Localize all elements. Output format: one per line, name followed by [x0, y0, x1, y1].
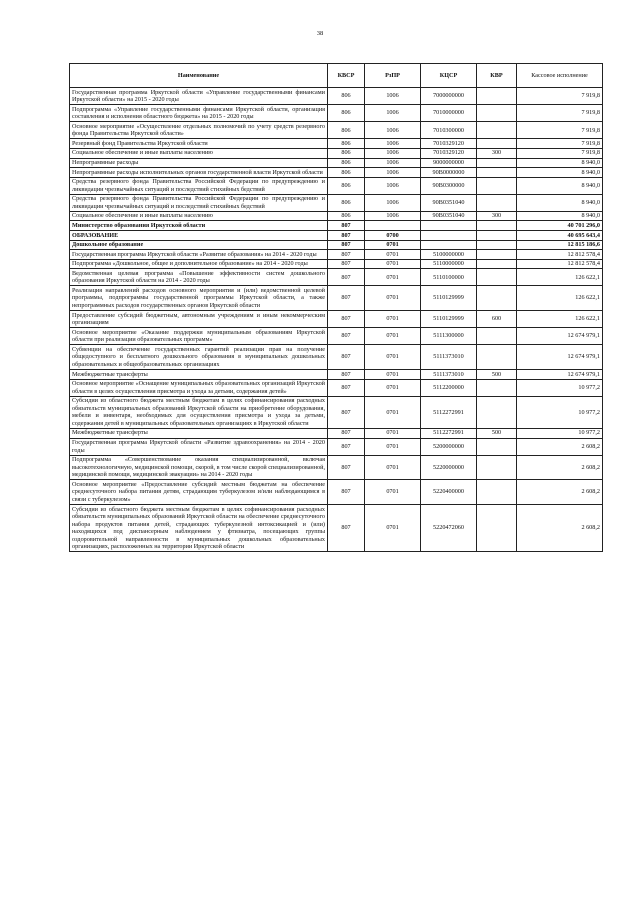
cell-kvsr: 807: [328, 396, 365, 428]
table-row: [70, 139, 603, 149]
cell-kvsr: 807: [328, 480, 365, 505]
table-row: [70, 105, 603, 122]
cell-kvr: 300: [477, 211, 517, 221]
cell-name: Социальное обеспечение и иные выплаты населению: [70, 211, 328, 221]
cell-cash-execution: 7 919,8: [517, 88, 603, 105]
cell-cash-execution: 8 940,0: [517, 158, 603, 168]
cell-kcsr: 90В0000000: [421, 168, 477, 178]
cell-kvr: [477, 240, 517, 250]
cell-kvr: [477, 139, 517, 149]
cell-cash-execution: 12 674 979,1: [517, 328, 603, 345]
table-row: [70, 286, 603, 311]
table-row: [70, 396, 603, 428]
table-row: [70, 428, 603, 438]
cell-name: Министерство образования Иркутской области: [70, 221, 328, 231]
table-row: [70, 480, 603, 505]
cell-kvsr: 806: [328, 158, 365, 168]
cell-cash-execution: 12 674 979,1: [517, 345, 603, 370]
cell-name: Основное мероприятие «Предоставление субсидий местным бюджетам на обеспечение среднесуточного набора питания детям, страдающим туберкулезом и/или наблюдающимся в связи с туберкулезом»: [70, 480, 328, 505]
cell-rzpr: 1006: [365, 148, 421, 158]
cell-rzpr: 1006: [365, 168, 421, 178]
table-row: [70, 311, 603, 328]
cell-kvr: [477, 221, 517, 231]
cell-kcsr: 9000000000: [421, 158, 477, 168]
table-row: [70, 231, 603, 241]
cell-kvsr: 806: [328, 148, 365, 158]
cell-kcsr: 90В0300000: [421, 177, 477, 194]
cell-rzpr: 0701: [365, 396, 421, 428]
cell-name: Субсидии из областного бюджета местным бюджетам в целях софинансирования расходных обязательств муниципальных образований Иркутской области на приобретение оборудования, мебели и инвентаря, необходимых для осуществления присмотра и ухода за детьми, содержания детей в муниципальных образовательных организациях в Иркутской области: [70, 396, 328, 428]
cell-rzpr: 0701: [365, 345, 421, 370]
cell-rzpr: 1006: [365, 211, 421, 221]
header-kcsr: КЦСР: [421, 64, 477, 88]
cell-rzpr: 1006: [365, 105, 421, 122]
cell-kcsr: [421, 231, 477, 241]
cell-rzpr: 0701: [365, 428, 421, 438]
cell-kvr: [477, 194, 517, 211]
table-row: [70, 194, 603, 211]
cell-kcsr: 7010329120: [421, 148, 477, 158]
cell-kvr: [477, 177, 517, 194]
cell-kvsr: 807: [328, 370, 365, 380]
cell-kvsr: 806: [328, 122, 365, 139]
table-row: [70, 168, 603, 178]
cell-kcsr: 5100000000: [421, 250, 477, 260]
cell-rzpr: 1006: [365, 139, 421, 149]
table-row: [70, 328, 603, 345]
cell-cash-execution: 10 977,2: [517, 396, 603, 428]
table-row: [70, 345, 603, 370]
cell-rzpr: 0701: [365, 259, 421, 269]
cell-kvr: [477, 480, 517, 505]
cell-cash-execution: 7 919,8: [517, 139, 603, 149]
cell-kvr: [477, 269, 517, 286]
cell-name: Средства резервного фонда Правительства Российской Федерации по предупреждению и ликвидации чрезвычайных ситуаций и последствий стихийных бедствий: [70, 194, 328, 211]
cell-cash-execution: 126 622,1: [517, 311, 603, 328]
cell-cash-execution: 7 919,8: [517, 105, 603, 122]
cell-kvsr: 807: [328, 259, 365, 269]
cell-kcsr: 90В0351040: [421, 194, 477, 211]
cell-kvr: [477, 455, 517, 480]
cell-cash-execution: 40 695 643,4: [517, 231, 603, 241]
cell-kcsr: 7000000000: [421, 88, 477, 105]
cell-kvr: [477, 88, 517, 105]
cell-kcsr: 5112272991: [421, 396, 477, 428]
cell-name: Средства резервного фонда Правительства Российской Федерации по предупреждению и ликвидации чрезвычайных ситуаций и последствий стихийных бедствий: [70, 177, 328, 194]
table-row: [70, 438, 603, 455]
cell-cash-execution: 10 977,2: [517, 379, 603, 396]
table-row: [70, 455, 603, 480]
cell-kvr: [477, 158, 517, 168]
cell-kvsr: 807: [328, 328, 365, 345]
cell-cash-execution: 7 919,8: [517, 148, 603, 158]
cell-name: Реализация направлений расходов основного мероприятия и (или) ведомственной целевой программы, подпрограммы государственной программы Иркутской области, а также непрограммных расходов государственных органов Иркутской области: [70, 286, 328, 311]
header-cash-execution: Кассовое исполнение: [517, 64, 603, 88]
cell-cash-execution: 8 940,0: [517, 168, 603, 178]
cell-kvr: [477, 250, 517, 260]
cell-name: Основное мероприятие «Оказание поддержки муниципальным образованиям Иркутской области при реализации образовательных программ»: [70, 328, 328, 345]
cell-cash-execution: 2 608,2: [517, 505, 603, 552]
cell-cash-execution: 8 940,0: [517, 211, 603, 221]
cell-cash-execution: 40 701 296,0: [517, 221, 603, 231]
cell-rzpr: 0701: [365, 311, 421, 328]
cell-cash-execution: 12 674 979,1: [517, 370, 603, 380]
cell-name: Межбюджетные трансферты: [70, 428, 328, 438]
table-row: [70, 177, 603, 194]
table-row: [70, 379, 603, 396]
cell-name: Непрограммные расходы исполнительных органов государственной власти Иркутской области: [70, 168, 328, 178]
cell-kvsr: 807: [328, 231, 365, 241]
cell-kcsr: 5112272991: [421, 428, 477, 438]
cell-rzpr: 0701: [365, 438, 421, 455]
table-row: [70, 259, 603, 269]
cell-kvsr: 806: [328, 177, 365, 194]
cell-name: Субвенции на обеспечение государственных гарантий реализации прав на получение общедоступного и бесплатного дошкольного образования в муниципальных дошкольных образовательных и общеобразовательных организациях: [70, 345, 328, 370]
table-row: [70, 250, 603, 260]
table-row: [70, 221, 603, 231]
cell-rzpr: [365, 221, 421, 231]
cell-name: Резервный фонд Правительства Иркутской области: [70, 139, 328, 149]
cell-name: Дошкольное образование: [70, 240, 328, 250]
header-kvr: КВР: [477, 64, 517, 88]
cell-name: ОБРАЗОВАНИЕ: [70, 231, 328, 241]
cell-kvsr: 806: [328, 105, 365, 122]
cell-rzpr: 0701: [365, 250, 421, 260]
cell-cash-execution: 8 940,0: [517, 194, 603, 211]
header-rzpr: РзПР: [365, 64, 421, 88]
table-row: [70, 370, 603, 380]
cell-kvsr: 806: [328, 211, 365, 221]
table-row: [70, 88, 603, 105]
cell-kvsr: 807: [328, 438, 365, 455]
cell-cash-execution: 12 815 186,6: [517, 240, 603, 250]
cell-kvsr: 807: [328, 311, 365, 328]
cell-kcsr: 5111373010: [421, 370, 477, 380]
cell-kvr: [477, 328, 517, 345]
cell-cash-execution: 10 977,2: [517, 428, 603, 438]
cell-kvr: [477, 105, 517, 122]
table-row: [70, 158, 603, 168]
cell-cash-execution: 12 812 578,4: [517, 259, 603, 269]
cell-kvsr: 807: [328, 379, 365, 396]
budget-execution-table: [69, 63, 603, 552]
cell-rzpr: 0701: [365, 455, 421, 480]
cell-rzpr: 1006: [365, 177, 421, 194]
cell-kvsr: 806: [328, 139, 365, 149]
cell-kcsr: 90В0351040: [421, 211, 477, 221]
table-row: [70, 269, 603, 286]
cell-kvsr: 806: [328, 88, 365, 105]
cell-cash-execution: 2 608,2: [517, 438, 603, 455]
cell-kcsr: 7010000000: [421, 105, 477, 122]
cell-kvr: [477, 396, 517, 428]
cell-cash-execution: 7 919,8: [517, 122, 603, 139]
cell-kvr: 500: [477, 370, 517, 380]
cell-kvr: [477, 438, 517, 455]
header-name: Наименование: [70, 64, 328, 88]
cell-kvr: [477, 122, 517, 139]
cell-name: Субсидии из областного бюджета местным бюджетам в целях софинансирования расходных обязательств муниципальных образований Иркутской области на обеспечение среднесуточного набора продуктов питания детей, страдающих туберкулезной интоксикацией и (или) находящихся под диспансерным наблюдением у фтизиатра, посещающих группы оздоровительной направленности в муниципальных дошкольных образовательных организациях, расположенных на территории Иркутской области: [70, 505, 328, 552]
cell-name: Подпрограмма «Управление государственными финансами Иркутской области, организация составления и исполнения областного бюджета» на 2015 - 2020 годы: [70, 105, 328, 122]
table-header-row: [70, 64, 603, 88]
cell-kcsr: 7010329120: [421, 139, 477, 149]
cell-cash-execution: 126 622,1: [517, 286, 603, 311]
table-row: [70, 148, 603, 158]
cell-name: Ведомственная целевая программа «Повышение эффективности систем дошкольного образования Иркутской области на 2014 - 2020 годы: [70, 269, 328, 286]
cell-rzpr: 1006: [365, 122, 421, 139]
cell-rzpr: 0701: [365, 286, 421, 311]
cell-name: Предоставление субсидий бюджетным, автономным учреждениям и иным некоммерческим организациям: [70, 311, 328, 328]
cell-kcsr: [421, 221, 477, 231]
cell-kcsr: 5220472060: [421, 505, 477, 552]
cell-kcsr: 5111300000: [421, 328, 477, 345]
cell-kvsr: 807: [328, 269, 365, 286]
cell-kvsr: 807: [328, 221, 365, 231]
table-row: [70, 122, 603, 139]
cell-name: Государственная программа Иркутской области «Развитие здравоохранения» на 2014 - 2020 годы: [70, 438, 328, 455]
cell-kvr: 500: [477, 428, 517, 438]
cell-kcsr: 5110100000: [421, 269, 477, 286]
cell-rzpr: 1006: [365, 194, 421, 211]
cell-cash-execution: 126 622,1: [517, 269, 603, 286]
cell-kvr: 300: [477, 148, 517, 158]
cell-rzpr: 0700: [365, 231, 421, 241]
cell-kvsr: 807: [328, 428, 365, 438]
cell-cash-execution: 2 608,2: [517, 455, 603, 480]
cell-rzpr: 1006: [365, 88, 421, 105]
cell-kcsr: 5220400000: [421, 480, 477, 505]
cell-kvr: [477, 168, 517, 178]
table-row: [70, 211, 603, 221]
page-number: 38: [316, 30, 324, 37]
cell-kvsr: 807: [328, 240, 365, 250]
cell-cash-execution: 8 940,0: [517, 177, 603, 194]
cell-rzpr: 0701: [365, 269, 421, 286]
cell-kcsr: 5111373010: [421, 345, 477, 370]
cell-kvr: [477, 259, 517, 269]
cell-kvsr: 806: [328, 194, 365, 211]
cell-name: Основное мероприятие «Оснащение муниципальных образовательных организаций Иркутской области в целях осуществления присмотра и ухода за детьми, содержания детей»: [70, 379, 328, 396]
cell-name: Подпрограмма «Дошкольное, общее и дополнительное образование» на 2014 - 2020 годы: [70, 259, 328, 269]
cell-cash-execution: 2 608,2: [517, 480, 603, 505]
cell-kcsr: 5110129999: [421, 286, 477, 311]
cell-name: Государственная программа Иркутской области «Развитие образования» на 2014 - 2020 годы: [70, 250, 328, 260]
cell-kvr: [477, 505, 517, 552]
cell-rzpr: 0701: [365, 480, 421, 505]
table-row: [70, 240, 603, 250]
cell-kvsr: 807: [328, 286, 365, 311]
cell-kcsr: 5112200000: [421, 379, 477, 396]
cell-kcsr: [421, 240, 477, 250]
cell-name: Основное мероприятие «Осуществление отдельных полномочий по учету средств резервного фонда Правительства Иркутской области»: [70, 122, 328, 139]
cell-name: Государственная программа Иркутской области «Управление государственными финансами Иркутской области» на 2015 - 2020 годы: [70, 88, 328, 105]
cell-kcsr: 5220000000: [421, 455, 477, 480]
header-kvsr: КВСР: [328, 64, 365, 88]
cell-rzpr: 0701: [365, 505, 421, 552]
cell-rzpr: 0701: [365, 240, 421, 250]
cell-kvr: [477, 231, 517, 241]
table-body: [70, 88, 603, 552]
cell-kvr: [477, 286, 517, 311]
cell-cash-execution: 12 812 578,4: [517, 250, 603, 260]
cell-rzpr: 0701: [365, 328, 421, 345]
cell-kvsr: 807: [328, 250, 365, 260]
cell-rzpr: 1006: [365, 158, 421, 168]
cell-rzpr: 0701: [365, 370, 421, 380]
table-row: [70, 505, 603, 552]
cell-kcsr: 5110129999: [421, 311, 477, 328]
cell-kcsr: 7010300000: [421, 122, 477, 139]
cell-kvsr: 807: [328, 345, 365, 370]
cell-name: Социальное обеспечение и иные выплаты населению: [70, 148, 328, 158]
cell-kvr: [477, 345, 517, 370]
cell-name: Подпрограмма «Совершенствование оказания специализированной, включая высокотехнологичную, медицинской помощи, скорой, в том числе скорой специализированной, медицинской помощи, медицинской эвакуации» на 2014 - 2020 годы: [70, 455, 328, 480]
cell-kvr: [477, 379, 517, 396]
cell-kvr: 600: [477, 311, 517, 328]
cell-kcsr: 5200000000: [421, 438, 477, 455]
cell-name: Межбюджетные трансферты: [70, 370, 328, 380]
cell-kvsr: 807: [328, 455, 365, 480]
cell-kvsr: 807: [328, 505, 365, 552]
cell-name: Непрограммные расходы: [70, 158, 328, 168]
cell-kvsr: 806: [328, 168, 365, 178]
cell-kcsr: 5110000000: [421, 259, 477, 269]
cell-rzpr: 0701: [365, 379, 421, 396]
